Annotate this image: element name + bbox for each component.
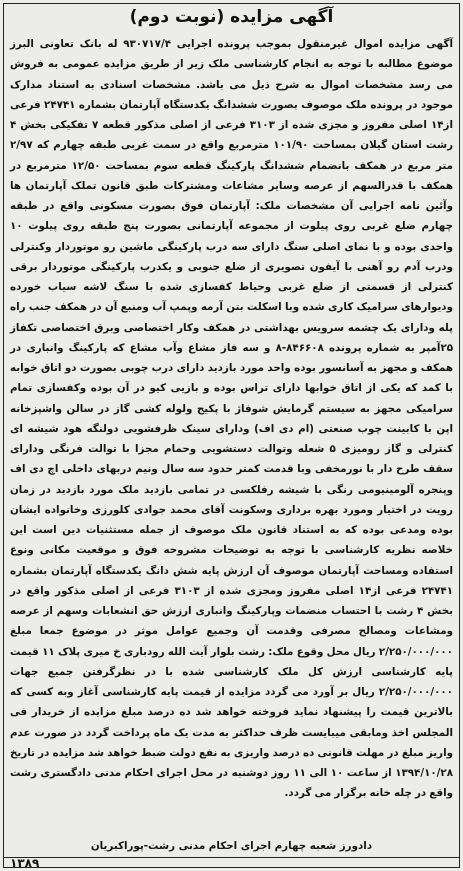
notice-code: ۱۳۸۹ bbox=[10, 856, 40, 870]
notice-body: آگهی مزایده اموال غیرمنقول بموجب پرونده اجرایی ۹۳۰۷۱۷/۴ له بانک تعاونی البرز موضوع مطالبه با توجه به انجام کارشناسی ملک زیر از طریق مزایده عمومی به فروش می رسد مشخصات اموال به شرح ذیل می باشد. مشخصات اسنادی به استناد مدارک موجود در پرونده ملک موصوف بصورت ششدانگ یکدستگاه آپارتمان بشماره ۲۴۷۴۱ فرعی از۱۴ اصلی مفروز و مجزی شده از ۳۱۰۳ فرعی از اصلی مذکور قطعه ۷ تفکیکی بخش ۴ رشت استان گیلان بمساحت ۱۰۱/۹۰ مترمربع واقع در سمت غربی طبقه چهارم که ۲/۹۷ متر مربع در همکف بانضمام ششدانگ پارکینگ قطعه سوم بمساحت ۱۲/۵۰ مترمربع در همکف با قدرالسهم از عرصه وسایر مشاعات ومشترکات طبق قانون تملک آپارتمان ها وآئین نامه اجرایی آن مشخصات ملک: آپارتمان فوق بصورت مسکونی واقع در طبقه چهارم ضلع غربی روی پیلوت از مجموعه آپارتمانی بصورت پنج طبقه روی پیلوت ۱۰ واحدی بوده و با نمای اصلی سنگ دارای سه درب پارکینگی ماشین رو موتوردار وکنترلی ودرب آدم رو آهنی با آیفون تصویری از ضلع جنوبی و یکدرب پارکینگی موتوردار برقی کنترلی از قسمتی از ضلع غربی وحیاط کفسازی شده با سنگ لاشه سیاب خورده ودیوارهای سرامیک کاری شده وبا اسکلت بتن آرمه وپمپ آب ومنبع آن در همکف جنب راه پله ودارای یک چشمه سرویس بهداشتی در همکف وکار اختصاصی وبرق اختصاصی تکفاز ۲۵آمپر به شماره پرونده ۸۴۶۶۰۸-۸ و سه فاز مشاع وآب مشاع که پارکینگ وانباری در همکف و مجهز به آسانسور بوده واحد مورد بازدید دارای درب چوبی بصورت دو اتاق خوابه با کمد که یکی از اتاق خوابها دارای تراس بوده و بازیی کیو در آن بوده وکفسازی تمام سرامیکی مجهز به سیستم گرمایش شوفاژ با پکیج ولوله کشی گاز در سالن واشپزخانه اپن با کابینت چوب صنعتی (ام دی اف) ودارای سینک ظرفشویی دولنگه هود شیشه ای کنترلی و گاز رومیزی ۵ شعله وتوالت دستشویی وحمام مجزا با توالت فرنگی ودارای سقف طرح دار با نورمخفی وبا قدمت کمتر حدود سه سال ونیم دربهای داخلی اچ دی اف وپنجره آلومینیومی رنگی با شیشه رفلکسی در تمامی بازدید ملک مورد بازدید در زمان رویت در اختیار ومورد بهره برداری وسکونت آقای محمد جوادی کلورزی وخانواده ایشان بوده ومدعی بوده که به استناد قانون ملک موصوف از جمله مستثنیات دین است این خلاصه نظریه کارشناسی با توجه به توضیحات مشروحه فوق و موقعیت مکانی ونوع استفاده ومساحت آپارتمان موصوف آن ارزش پایه شش دانگ یکدستگاه آپارتمان بشماره ۲۴۷۴۱ فرعی از۱۴ اصلی مفروز ومجزی شده از ۳۱۰۳ فرعی از اصلی مذکور واقع در بخش ۴ رشت با احتساب منضمات وپارکینگ وانباری ارزش حق انشعابات وسهم از عرصه ومشاعات ومصالح مصرفی وقدمت آن وجمیع عوامل موثر در موضوع جمعا مبلغ ۲/۲۵۰/۰۰۰/۰۰۰ ریال محل وقوع ملک: رشت بلوار آیت الله رودباری خ میری پلاک ۱۱ قیمت پایه کارشناسی ارزش کل ملک کارشناسی شده با در نظرگرفتن جمیع جهات ۲/۲۵۰/۰۰۰/۰۰۰ ریال بر آورد می گردد مزایده از قیمت پایه کارشناسی آغاز وبه کسی که بالاترین قیمت را پیشنهاد نماید فروخته خواهد شد ده درصد مبلغ مزایده از خریدار فی المجلس اخذ ومابقی میبایست ظرف حداکثر به مدت یک ماه پرداخت گردد در صورت عدم واریز مبلغ در مهلت قانونی ده درصد واریزی به نفع دولت ضبط خواهد شد مزایده در تاریخ ۱۳۹۴/۱۰/۲۸ از ساعت ۱۰ الی ۱۱ روز دوشنبه در محل اجرای احکام مدنی دادگستری رشت واقع در چله خانه برگزار می گردد. bbox=[10, 38, 454, 800]
notice-signature: دادورز شعبه چهارم اجرای احکام مدنی رشت-پوراکبریان bbox=[90, 840, 373, 852]
bottom-divider bbox=[3, 857, 460, 858]
notice-title: آگهی مزایده (نوبت دوم) bbox=[129, 7, 334, 27]
